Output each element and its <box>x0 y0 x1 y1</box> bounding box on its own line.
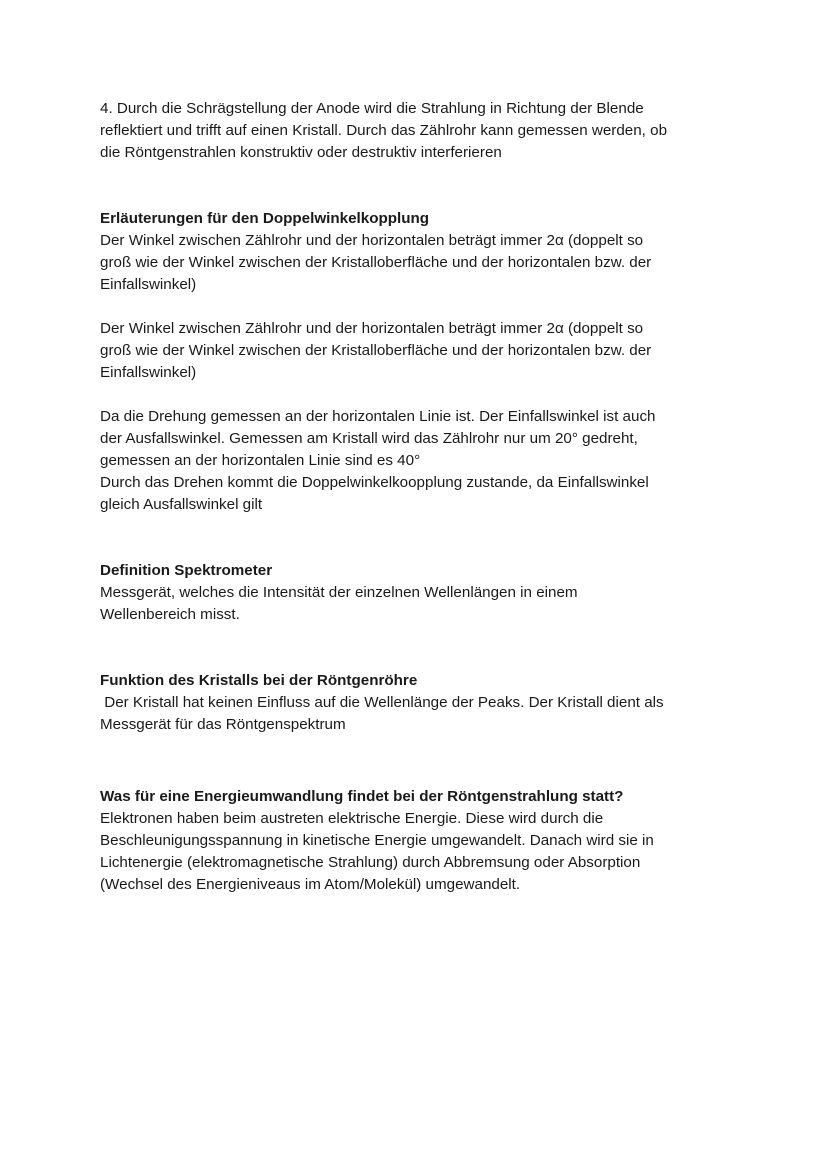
section-heading: Funktion des Kristalls bei der Röntgenröhre <box>100 672 418 689</box>
paragraph-line: gleich Ausfallswinkel gilt <box>100 496 263 513</box>
section-heading: Definition Spektrometer <box>100 562 273 579</box>
paragraph-line: Der Kristall hat keinen Einfluss auf die Wellenlänge der Peaks. Der Kristall dient als <box>100 694 664 711</box>
paragraph-line: die Röntgenstrahlen konstruktiv oder destruktiv interferieren <box>100 144 502 161</box>
paragraph-line: Einfallswinkel) <box>100 276 197 293</box>
paragraph-line: Messgerät, welches die Intensität der einzelnen Wellenlängen in einem <box>100 584 578 601</box>
paragraph-line: groß wie der Winkel zwischen der Kristalloberfläche und der horizontalen bzw. der <box>100 254 652 271</box>
paragraph-spacer <box>100 384 740 406</box>
paragraph-line: Messgerät für das Röntgenspektrum <box>100 716 346 733</box>
paragraph-line: Lichtenergie (elektromagnetische Strahlung) durch Abbremsung oder Absorption <box>100 854 641 871</box>
paragraph-line: (Wechsel des Energieniveaus im Atom/Molekül) umgewandelt. <box>100 876 521 893</box>
paragraph-line: Beschleunigungsspannung in kinetische Energie umgewandelt. Danach wird sie in <box>100 832 654 849</box>
paragraph-line: Da die Drehung gemessen an der horizontalen Linie ist. Der Einfallswinkel ist auch <box>100 408 656 425</box>
section-spektrometer <box>100 560 740 626</box>
paragraph-spacer <box>100 296 740 318</box>
paragraph-line: Der Winkel zwischen Zählrohr und der horizontalen beträgt immer 2α (doppelt so <box>100 232 644 249</box>
section-doppelwinkelkopplung <box>100 208 740 516</box>
paragraph-line: groß wie der Winkel zwischen der Kristalloberfläche und der horizontalen bzw. der <box>100 342 652 359</box>
paragraph-line: Elektronen haben beim austreten elektrische Energie. Diese wird durch die <box>100 810 604 827</box>
paragraph-line: 4. Durch die Schrägstellung der Anode wird die Strahlung in Richtung der Blende <box>100 100 644 117</box>
paragraph-line: Durch das Drehen kommt die Doppelwinkelkoopplung zustande, da Einfallswinkel <box>100 474 649 491</box>
section-heading: Was für eine Energieumwandlung findet bei der Röntgenstrahlung statt? <box>100 788 624 805</box>
paragraph-line: Einfallswinkel) <box>100 364 197 381</box>
section-energieumwandlung <box>100 786 740 896</box>
paragraph-line: der Ausfallswinkel. Gemessen am Kristall wird das Zählrohr nur um 20° gedreht, <box>100 430 638 447</box>
section-kristall <box>100 670 740 736</box>
section-heading: Erläuterungen für den Doppelwinkelkopplung <box>100 210 430 227</box>
paragraph-line: Der Winkel zwischen Zählrohr und der horizontalen beträgt immer 2α (doppelt so <box>100 320 644 337</box>
section-anode <box>100 98 740 164</box>
paragraph-line: gemessen an der horizontalen Linie sind es 40° <box>100 452 421 469</box>
paragraph-line: reflektiert und trifft auf einen Kristall. Durch das Zählrohr kann gemessen werden, ob <box>100 122 668 139</box>
paragraph-line: Wellenbereich misst. <box>100 606 240 623</box>
